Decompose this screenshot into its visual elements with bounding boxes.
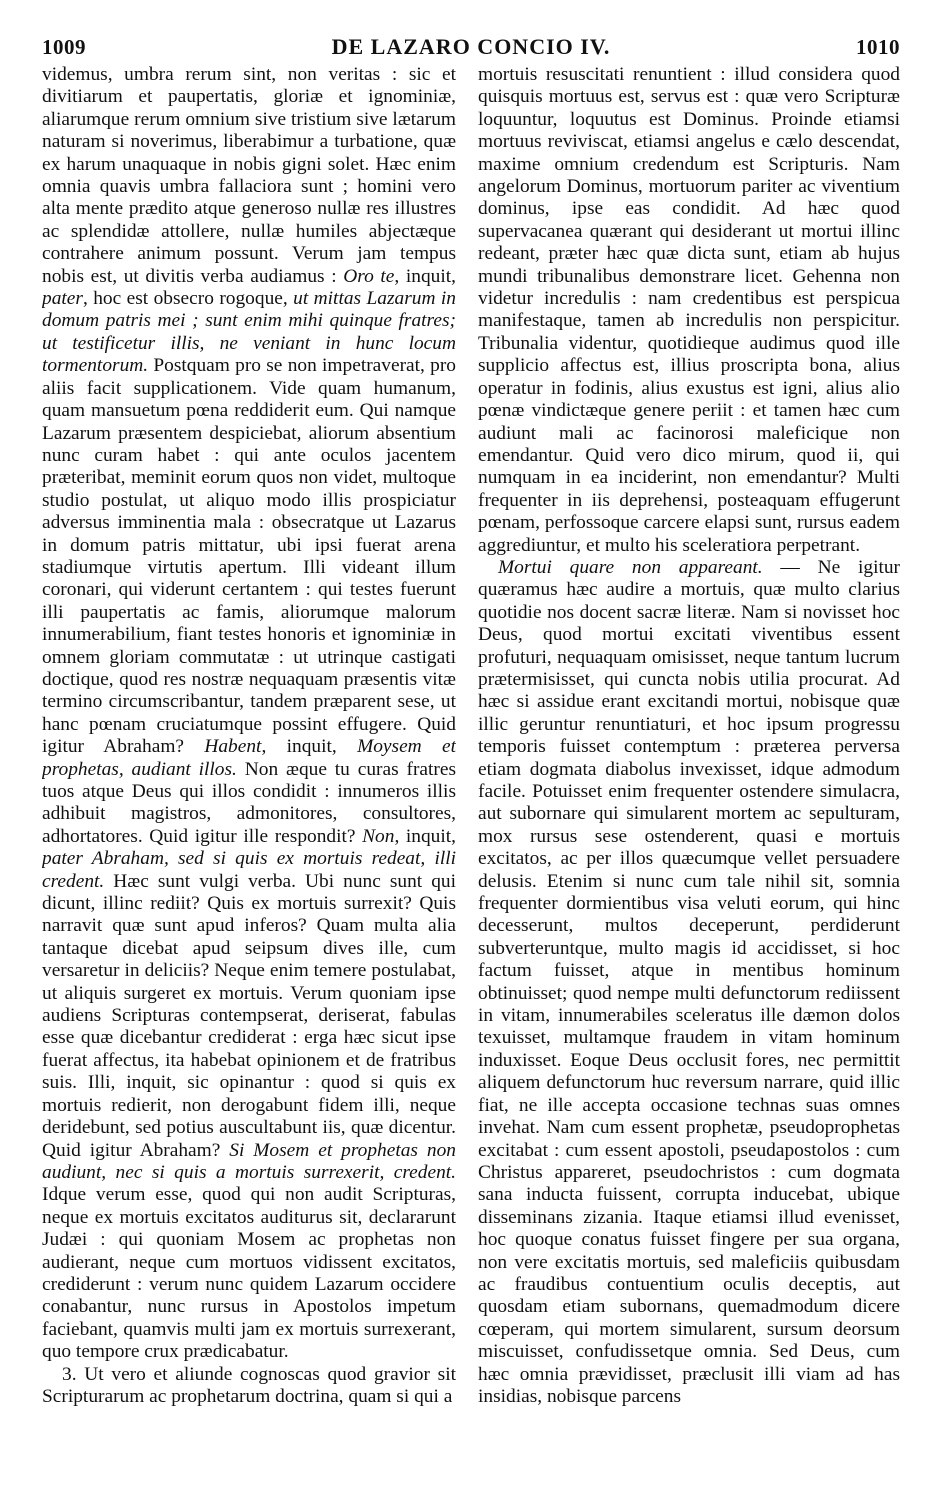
text-run: Idque verum esse, quod qui non audit Scripturas, neque ex mortuis excitatos auditurus sit, declararunt Judæi : qui quoniam Mosem ac prophetas non audierant, neque cum mortuos vidissent excitatos, crediderunt : verum nunc quidem Lazarum occidere conabantur, nunc rursus in Apostolos impetum faciebant, quamvis multi jam ex mortuis surrexerant, quo tempore crux prædicabatur. [42,1184,456,1363]
running-header [42,34,900,60]
quotation: Si Mosem et prophetas non audiunt, nec si quis a mortuis surrexerit, credent. [42,1139,456,1183]
text-run: , hoc est obsecro rogoque, [82,288,294,310]
paragraph: 3. Ut vero et aliunde cognoscas quod gravior sit Scripturarum ac prophetarum doctrina, quam si qui a [42,1363,456,1407]
text-run: videmus, umbra rerum sint, non veritas : sic et divitiarum et paupertatis, gloriæ et ignominiæ, aliarumque rerum omnium sive tristium sive lætarum naturam si noverimus, liberabimur a turbatione, quæ ex harum unaquaque in nobis gigni solet. Hæc enim omnia quavis umbra fallaciora sunt ; homini vero alta mente prædito atque generoso nullæ res illustres ac splendidæ attollere, nullæ humiles abjectæque contrahere animum possunt. Verum jam tempus nobis est, ut divitis verba audiamus : [42,64,456,287]
left-page-number: 1009 [42,35,86,59]
quotation: Moysem et prophetas, audiant illos. [42,736,456,780]
quotation: Oro te [343,265,395,287]
text-run: , inquit, [394,265,456,287]
text-run: , inquit, [261,736,358,758]
running-title: DE LAZARO CONCIO IV. [331,34,611,59]
em-dash: — [762,556,818,578]
text-run: , inquit, [394,825,456,847]
right-column [478,64,900,1491]
text-run: Non æque tu curas fratres tuos atque Deus qui illos condidit : innumeros illis adhibuit magistros, admonitores, consultores, adhortatores. Quid igitur ille respondit? [42,758,456,847]
paragraph: mortuis resuscitati renuntient : illud considera quod quisquis mortuus est, servus est : quæ vero Scripturæ loquuntur, loquutus est Dominus. Proinde etiamsi mortuus reviviscat, etiamsi angelus e cælo descendat, maxime omnium credendum est Scripturis. Nam angelorum Dominus, mortuorum pariter ac viventium dominus, ipse eas condidit. Ad hæc quod supervacanea quærant qui desiderant ut mortui illinc redeant, præter hæc quæ dicta sunt, etiam ab hujus mundi tribunalibus demonstrare licet. Gehenna non videtur incredulis : nam credentibus est perspicua manifestaque, tamen ab incredulis non perspicitur. Tribunalia videntur, quotidieque audimus quod ille supplicio affectus est, illius proscripta bona, alius operatur in fodinis, alius exustus est igni, alius alio pœnæ vindictæque genere periit : et tamen hæc cum audiunt mali ac facinorosi maleficique non emendantur. Quid vero dico mirum, quod ii, qui numquam in ea inciderint, non emendantur? Multi frequenter in iis deprehensi, posteaquam effugerunt pœnam, perfossoque carcere elapsi sunt, rursus eadem aggrediuntur, et multo his sceleratiora perpetrant. [478,64,900,556]
quotation: Habent [204,736,262,758]
quotation: pater [42,288,83,310]
paragraph [42,64,456,1364]
quotation: Non [362,825,395,847]
quotation: pater Abraham, sed si quis ex mortuis redeat, illi credent. [42,848,456,892]
right-page-number: 1010 [856,35,900,59]
text-run: Hæc sunt vulgi verba. Ubi nunc sunt qui dicunt, illinc rediit? Quis ex mortuis surrexit? Quis narravit quæ sunt apud inferos? Quam multa alia tantaque dicebat apud seipsum dives ille, cum versaretur in deliciis? Neque enim temere postulabat, ut aliquis surgeret ex mortuis. Verum quoniam ipse audiens Scripturas contempserat, deriserat, fabulas esse quæ dicebantur crediderat : erga hæc sicut ipse fuerat affectus, ita habebat opinionem et de fratribus suis. Illi, inquit, sic opinantur : quod si quis ex mortuis redierit, non derogabunt fidem illi, neque deridebunt, sed potius auscultabunt iis, quæ dicentur. Quid igitur Abraham? [42,870,456,1161]
left-column [42,64,456,1491]
quotation: ut mittas Lazarum in domum patris mei ; sunt enim mihi quinque fratres; ut testificetur illis, ne veniant in hunc locum tormentorum. [42,288,456,377]
section-heading: Mortui quare non appareant. [498,556,763,578]
text-run: Ne igitur quæramus hæc audire a mortuis, quæ multo clarius quotidie nos docent sacræ literæ. Nam si novisset hoc Deus, quod mortui excitati viventibus essent profuturi, nequaquam omisisset, neque tantum lucrum prætermisisset, qui cuncta nobis utilia procurat. Ad hæc si assidue erant excitandi mortui, nobisque quæ illic geruntur renuntiaturi, et hoc ipsum progressu temporis fuisset contemptum : præterea perversa etiam dogmata diabolus invexisset, idque admodum facile. Potuisset enim frequenter ostendere simulacra, aut subornare qui simularent mortem ac sepulturam, mox rursus sese ostenderent, quasi e mortuis excitatos, ac per illos quæcumque vellet persuadere delusis. Etenim si nunc cum tale nihil sit, somnia frequenter dormientibus visa veluti eorum, qui hinc decesserunt, multos deceperunt, perdiderunt subverteruntque, multo magis id accidisset, si hoc factum fuisset, atque in mentibus hominum obtinuisset; quod nempe multi defunctorum rediissent in vitam, innumerabiles sceleratus ille dæmon dolos texuisset, multamque fraudem in vitam hominum induxisset. Eoque Deus occlusit fores, nec permittit aliquem defunctorum huc reversum narrare, quid illic fiat, ne ille accepta occasione technas suas omnes invehat. Nam cum essent prophetæ, pseudoprophetas excitabat : cum essent apostoli, pseudapostolos : cum Christus appareret, pseudochristos : cum dogmata sana inducta fuissent, corrupta inducebat, ubique disseminans zizania. Itaque etiamsi illud evenisset, hoc quoque conatus fuisset fingere per sua organa, non vere excitatis mortuis, sed maleficiis quibusdam ac fraudibus contuentium oculis deceptis, aut quosdam etiam subornans, quemadmodum dicere cœperam, qui mortem simularent, sursum deorsum miscuisset, confudissetque omnia. Sed Deus, cum hæc omnia prævidisset, præclusit illi viam ad has insidias, nobisque parcens [478,556,900,1407]
paragraph [478,557,900,1408]
text-run: Postquam pro se non impetraverat, pro aliis facit supplicationem. Vide quam humanum, quam mansuetum pœna reddiderit eum. Qui namque Lazarum præsentem despiciebat, aliorum absentium nunc curam habet : qui ante oculos jacentem præteribat, meminit eorum quos non videt, multoque studio postulat, ut aliquo modo illis prospiciatur adversus imminentia mala : obsecratque ut Lazarus in domum patris mittatur, ubi ipsi fuerat arena stadiumque virtutis apertum. Illi videant illum coronari, qui viderunt certantem : qui testes fuerunt illi paupertatis ac famis, aliorumque malorum innumerabilium, fiant testes honoris et ignominiæ in omnem gloriam commutatæ : ut utrinque castigati doctique, quod res nostræ nequaquam præsentis vitæ termino circumscribantur, tandem præparent sese, ut hanc pœnam cruciatumque possint effugere. Quid igitur Abraham? [42,355,456,758]
